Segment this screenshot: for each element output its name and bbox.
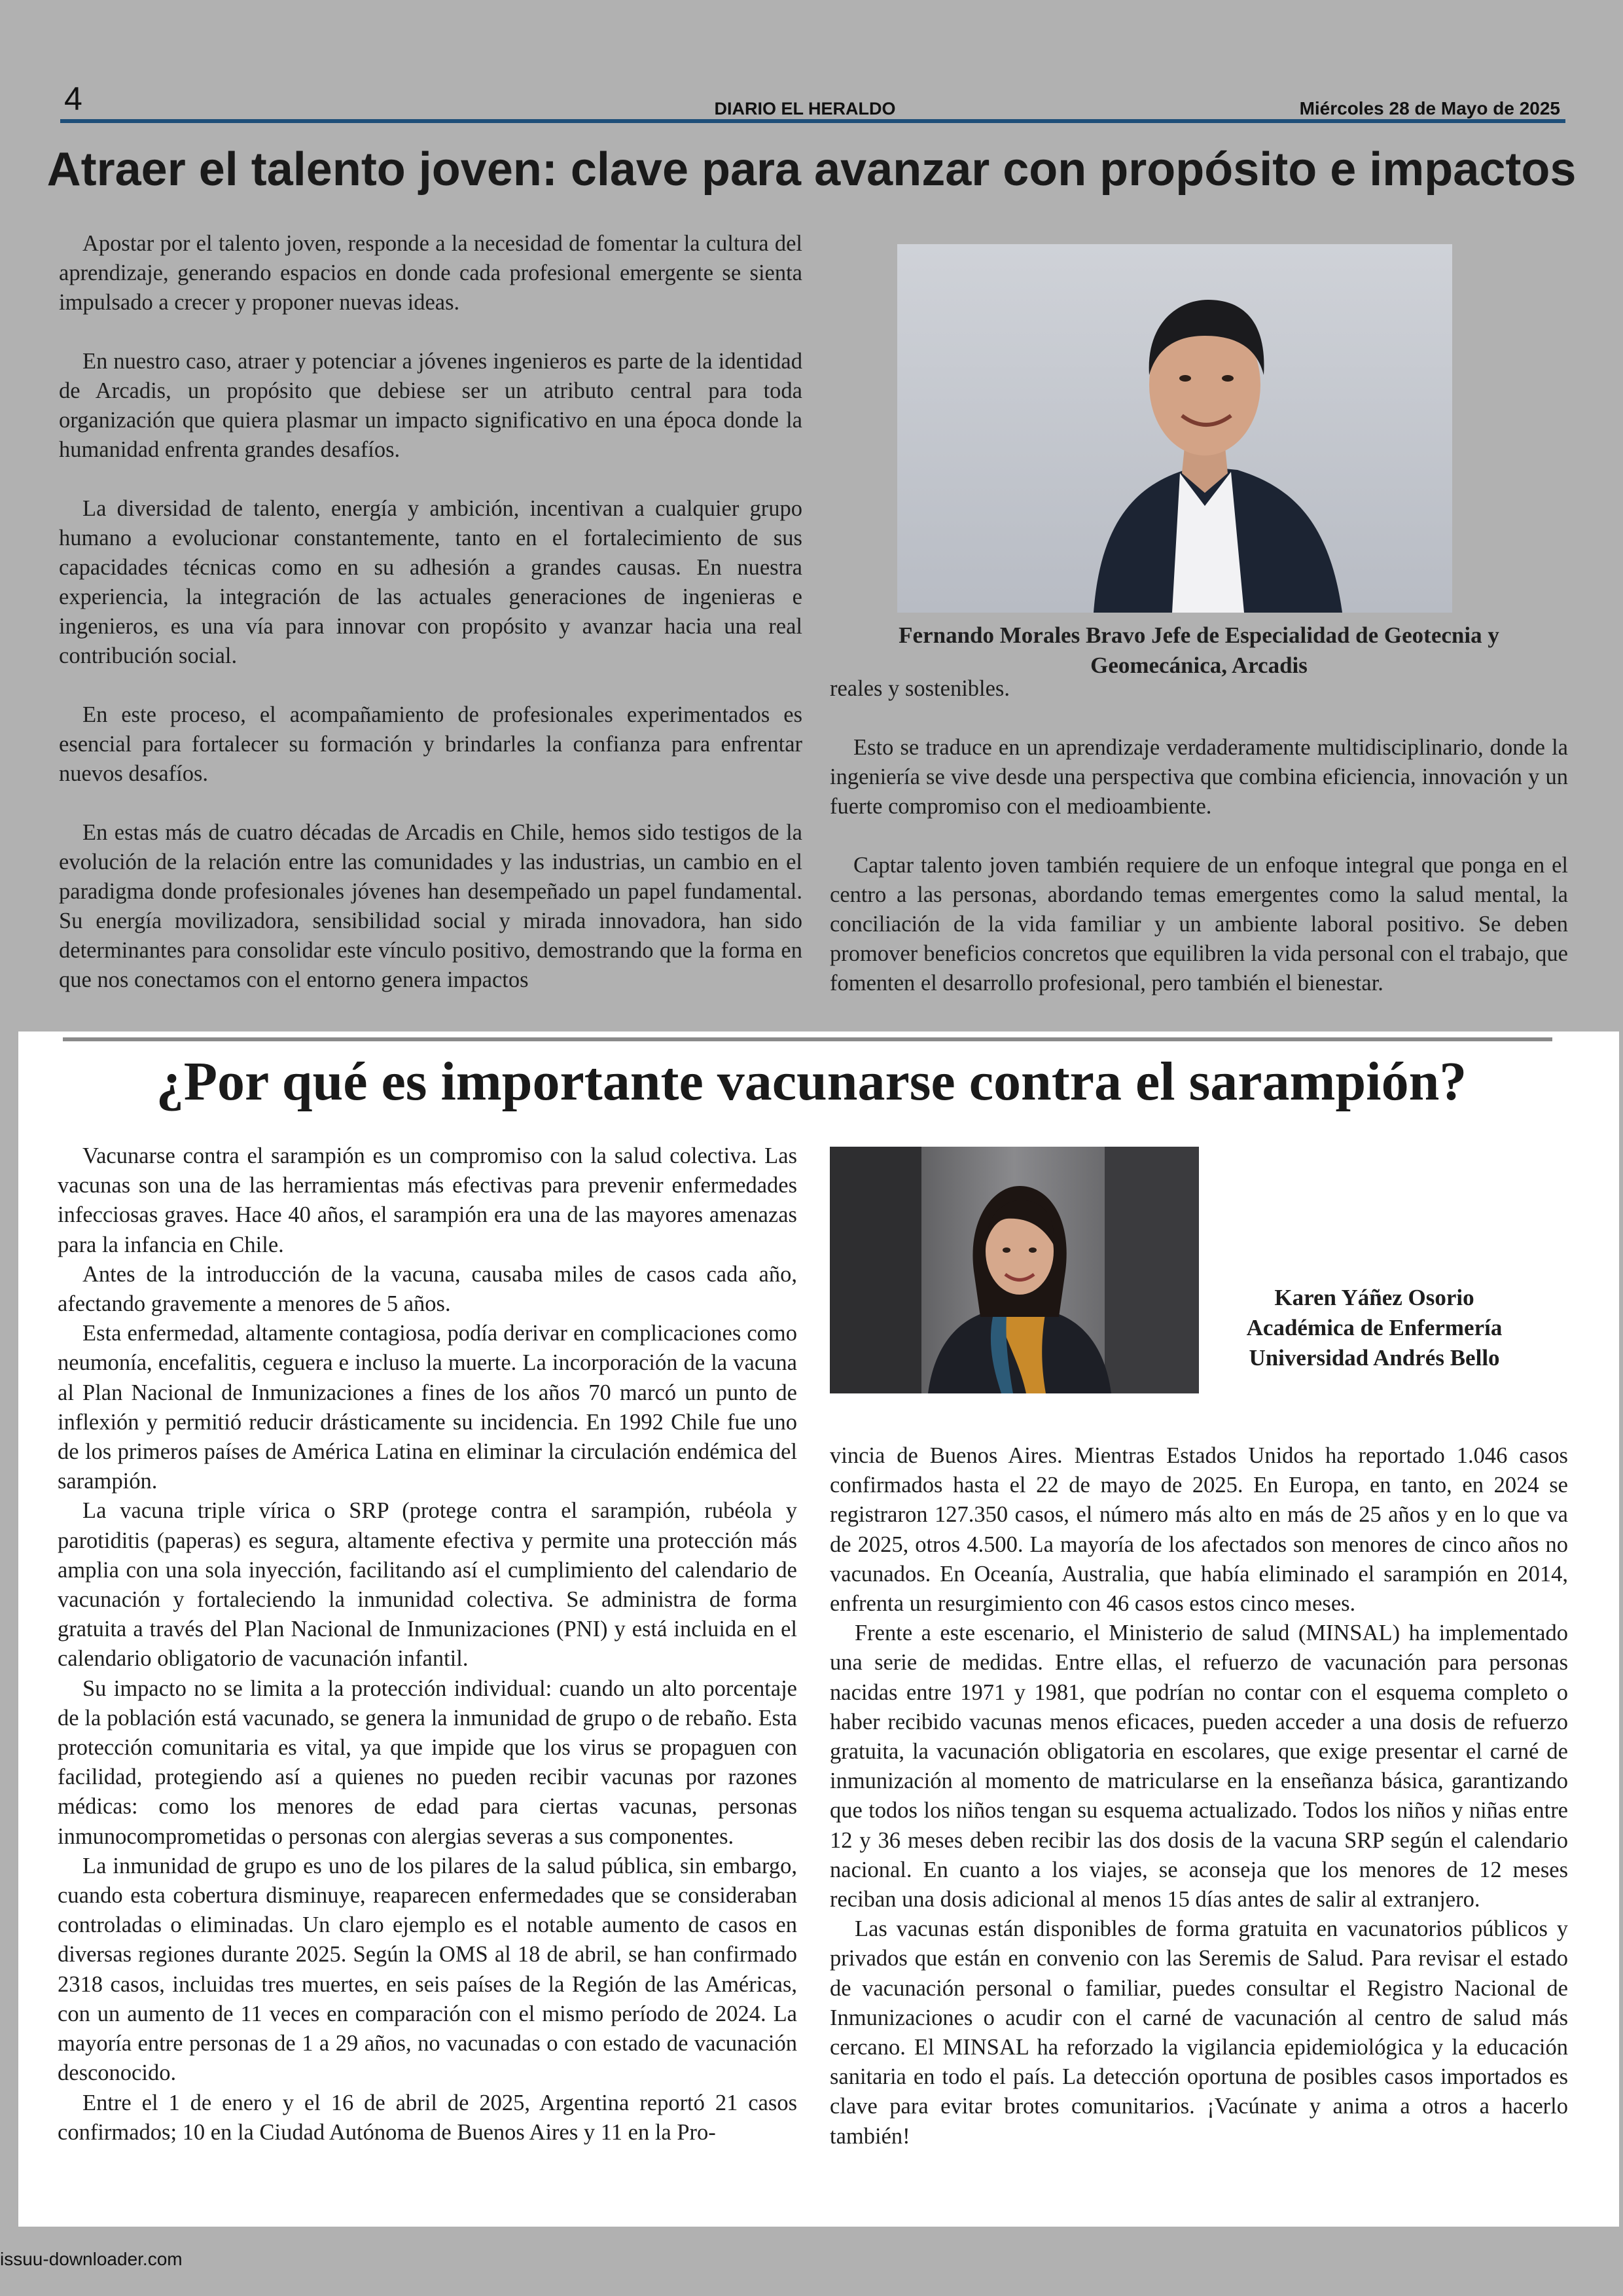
page-number: 4 (64, 81, 82, 117)
article2-paragraph: Antes de la introducción de la vacuna, causaba miles de casos cada año, afectando gravemente a menores de 5 años. (58, 1261, 797, 1317)
article1-paragraph: Apostar por el talento joven, responde a la necesidad de fomentar la cultura del aprendizaje, generando espacios en donde cada profesional emergente se sienta impulsado a crecer y proponer nuevas ideas. (59, 231, 802, 315)
article1-photo-caption: Fernando Morales Bravo Jefe de Especialidad de Geotecnia y Geomecánica, Arcadis (899, 622, 1499, 678)
article2-paragraph-continued: vincia de Buenos Aires. Mientras Estados Unidos ha reportado 1.046 casos confirmados hasta el 22 de mayo de 2025. En Europa, en tanto, en 2024 se registraron 127.350 casos, el número más alto en más de 25 años y en lo que va de 2025, otros 4.500. La mayoría de los afectados son menores de cinco años no vacunados. En Oceanía, Australia, que había eliminado el sarampión en 2014, enfrenta un resurgimiento con 46 casos estos cinco meses. (830, 1443, 1568, 1617)
article2-paragraph: La inmunidad de grupo es uno de los pilares de la salud pública, sin embargo, cuando esta cobertura disminuye, reaparecen enfermedades que se consideraban controladas o eliminadas. Un claro ejemplo es el notable aumento de casos en diversas regiones durante 2025. Según la OMS al 18 de abril, se han confirmado 2318 casos, incluidas tres muertes, en seis países de la Región de las Américas, con un aumento de 11 veces en comparación con el mismo período de 2024. La mayoría entre personas de 1 a 29 años, no vacunadas o con estado de vacunación desconocido. (58, 1853, 797, 2086)
article1-paragraph-continued: reales y sostenibles. (830, 676, 1010, 701)
caption-author-role: Académica de Enfermería (1246, 1315, 1503, 1340)
article1-paragraph: Esto se traduce en un aprendizaje verdaderamente multidisciplinario, donde la ingeniería se vive desde una perspectiva que combina eficiencia, innovación y un fuerte compromiso con el medioambiente. (830, 735, 1568, 819)
author-photo-karen-yanez (830, 1147, 1199, 1393)
article2-column-right (830, 1441, 1568, 2151)
publication-name: DIARIO EL HERALDO (714, 99, 896, 118)
portrait-man-illustration (897, 244, 1452, 613)
article2-divider (63, 1037, 1552, 1041)
source-watermark: issuu-downloader.com (0, 2249, 183, 2269)
article2-paragraph: La vacuna triple vírica o SRP (protege contra el sarampión, rubéola y parotiditis (paperas) es segura, altamente efectiva y permite una protección más amplia con una sola inyección, facilitando así el cumplimiento del calendario de vacunación y fortaleciendo la inmunidad colectiva. Se administra de forma gratuita a través del Plan Nacional de Inmunizaciones (PNI) y está incluida en el calendario obligatorio de vacunación infantil. (58, 1498, 797, 1672)
article2-paragraph: Esta enfermedad, altamente contagiosa, podía derivar en complicaciones como neumonía, encefalitis, ceguera e incluso la muerte. La incorporación de la vacuna al Plan Nacional de Inmunizaciones a fines de los años 70 marcó un punto de inflexión y permitió reducir drásticamente su incidencia. En 1992 Chile fue uno de los primeros países de América Latina en eliminar la circulación endémica del sarampión. (58, 1321, 797, 1494)
article1-paragraph: Captar talento joven también requiere de un enfoque integral que ponga en el centro a las personas, abordando temas emergentes como la salud mental, la conciliación de la vida familiar y un ambiente laboral positivo. Se deben promover beneficios concretos que equilibren la vida personal con el trabajo, que fomenten el desarrollo profesional, pero también el bienestar. (830, 853, 1568, 996)
article1-paragraph: En estas más de cuatro décadas de Arcadis en Chile, hemos sido testigos de la evolución de la relación entre las comunidades y las industrias, un cambio en el paradigma donde profesionales jóvenes han desempeñado un papel fundamental. Su energía movilizadora, sensibilidad social y mirada innovadora, han sido determinantes para consolidar este vínculo positivo, demostrando que la forma en que nos conectamos con el entorno genera impactos (59, 820, 802, 992)
article1-title: Atraer el talento joven: clave para avanzar con propósito e impactos (46, 143, 1577, 196)
article2-paragraph: Frente a este escenario, el Ministerio de salud (MINSAL) ha implementado una serie de medidas. Entre ellas, el refuerzo de vacunación para personas nacidas entre 1971 y 1981, que podrían no contar con el esquema completo o haber recibido vacunas menos eficaces, pueden acceder a una dosis de refuerzo gratuita, la vacunación obligatoria en escolares, que exige presentar el carné de inmunización al momento de matricularse en la enseñanza básica, garantizando que todos los niños tengan su esquema actualizado. Todos los niños y niñas entre 12 y 36 meses deben recibir las dos dosis de la vacuna SRP según el calendario nacional. En cuanto a los viajes, se aconseja que los menores de 12 meses reciban una dosis adicional al menos 15 días antes de salir al extranjero. (830, 1621, 1568, 1912)
article1-paragraph: En nuestro caso, atraer y potenciar a jóvenes ingenieros es parte de la identidad de Arcadis, un propósito que debiese ser un atributo central para toda organización que quiera plasmar un impacto significativo en una época donde la humanidad enfrenta grandes desafíos. (59, 349, 802, 462)
issue-date: Miércoles 28 de Mayo de 2025 (1299, 98, 1560, 118)
article1-paragraph: La diversidad de talento, energía y ambición, incentivan a cualquier grupo humano a evolucionar constantemente, tanto en el fortalecimiento de sus capacidades técnicas como en su adhesión a grandes causas. En nuestra experiencia, la integración de las actuales generaciones de ingenieras e ingenieros, es una vía para innovar con propósito y avanzar hacia una real contribución social. (59, 496, 802, 668)
header-divider (60, 119, 1565, 123)
article2-paragraph: Las vacunas están disponibles de forma gratuita en vacunatorios públicos y privados que están en convenio con las Seremis de Salud. Para revisar el estado de vacunación personal o familiar, puedes consultar el Registro Nacional de Inmunizaciones o acudir con el carné de vacunación al centro de salud más cercano. El MINSAL ha reforzado la vigilancia epidemiológica y la educación sanitaria en todo el país. La detección oportuna de posibles casos importados es clave para evitar brotes comunitarios. ¡Vacúnate y anima a otros a hacerlo también! (830, 1916, 1568, 2149)
article2-paragraph: Vacunarse contra el sarampión es un compromiso con la salud colectiva. Las vacunas son una de las herramientas más efectivas para prevenir enfermedades infecciosas graves. Hace 40 años, el sarampión era una de las mayores amenazas para la infancia en Chile. (58, 1143, 797, 1257)
article2-paragraph: Su impacto no se limita a la protección individual: cuando un alto porcentaje de la población está vacunado, se genera la inmunidad de grupo o de rebaño. Esta protección comunitaria es vital, ya que impide que los virus se propaguen con facilidad, protegiendo así a quienes no pueden recibir vacunas por razones médicas: como los menores de edad para ciertas vacunas, personas inmunocomprometidas o personas con alergias severas a sus componentes. (58, 1676, 797, 1849)
article2-title: ¿Por qué es importante vacunarse contra el sarampión? (156, 1051, 1467, 1112)
article1-column-right (830, 674, 1568, 1028)
portrait-woman-illustration (830, 1147, 1199, 1393)
caption-author-name: Karen Yáñez Osorio (1274, 1285, 1474, 1310)
author-photo-fernando-morales (897, 244, 1452, 613)
article1-column-left (59, 229, 802, 1024)
caption-author-institution: Universidad Andrés Bello (1249, 1345, 1500, 1371)
article2-photo-caption (1217, 1283, 1531, 1373)
article2-paragraph: Entre el 1 de enero y el 16 de abril de 2025, Argentina reportó 21 casos confirmados; 10 en la Ciudad Autónoma de Buenos Aires y 11 en la Pro- (58, 2090, 797, 2145)
article1-paragraph: En este proceso, el acompañamiento de profesionales experimentados es esencial para fortalecer su formación y brindarles la confianza para enfrentar nuevos desafíos. (59, 702, 802, 786)
article2-column-left (58, 1141, 797, 2147)
